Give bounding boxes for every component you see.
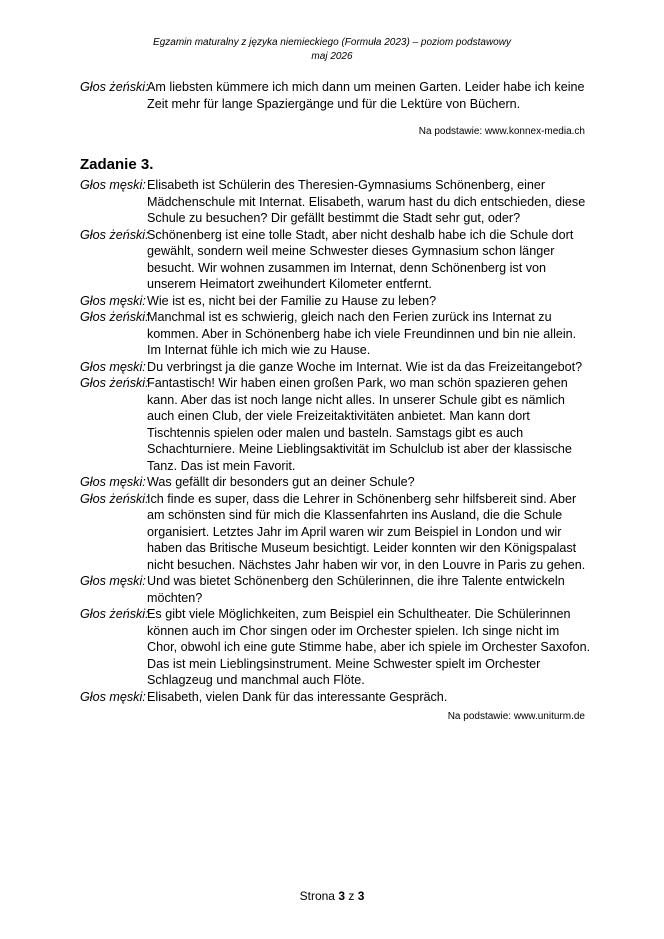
speech-text	[147, 79, 600, 112]
dialog-turn	[80, 309, 600, 359]
dialog-turn	[80, 227, 600, 293]
speech-line: gewählt, sondern weil meine Schwester dieses Gymnasium schon länger	[147, 244, 555, 258]
footer-prefix: Strona	[299, 889, 339, 903]
speech-line: Wie ist es, nicht bei der Familie zu Hause zu leben?	[147, 293, 437, 308]
speech-line: nicht besuchen. Nächstes Jahr haben wir vor, in den Louvre in Paris zu gehen.	[147, 557, 586, 572]
speaker-label: Głos męski:	[80, 359, 146, 374]
speech-text	[147, 375, 600, 474]
speech-line: auch einen Club, der viele Freizeitaktivitäten anbietet. Man kann dort	[147, 409, 530, 423]
header-exam-title: Egzamin maturalny z języka niemieckiego (Formuła 2023) – poziom podstawowy	[153, 37, 511, 48]
speech-line: Fantastisch! Wir haben einen großen Park, wo man schön spazieren gehen	[147, 376, 568, 390]
speech-line: Das ist mein Lieblingsinstrument. Meine Schwester spielt im Orchester	[147, 656, 541, 671]
speech-text	[147, 227, 600, 293]
header-date: maj 2026	[311, 51, 353, 62]
speech-text	[147, 309, 600, 359]
speech-line: besucht. Wir wohnen zusammen im Internat, denn Schönenberg ist von	[147, 260, 547, 275]
speaker-label: Głos męski:	[80, 475, 146, 489]
speech-text	[147, 689, 600, 706]
dialog-turn	[80, 689, 600, 706]
speech-line: möchten?	[147, 590, 203, 605]
speech-line: Schule zu besuchen? Dir gefällt bestimmt die Stadt sehr gut, oder?	[147, 211, 521, 225]
speech-text	[147, 606, 600, 689]
speaker-label: Głos żeński:	[80, 376, 149, 390]
speech-line: können auch im Chor singen oder im Orchester spielen. Ich singe nicht im	[147, 623, 560, 638]
source-citation: Na podstawie: www.konnex-media.ch	[418, 126, 585, 137]
dialog-turn	[80, 293, 600, 310]
dialog-turn	[80, 359, 600, 376]
speech-text	[147, 359, 600, 376]
task-title: Zadanie 3.	[80, 156, 154, 173]
speaker-label: Głos męski:	[80, 689, 146, 704]
dialog-turn	[80, 375, 600, 474]
speech-text	[147, 177, 600, 227]
speech-line: Du verbringst ja die ganze Woche im Internat. Wie ist da das Freizeitangebot?	[147, 359, 583, 374]
speech-line: Ich finde es super, dass die Lehrer in Schönenberg sehr hilfsbereit sind. Aber	[147, 491, 577, 506]
speech-line: Schönenberg ist eine tolle Stadt, aber nicht deshalb habe ich die Schule dort	[147, 227, 574, 242]
speech-line: Was gefällt dir besonders gut an deiner Schule?	[147, 475, 415, 489]
speech-line: Und was bietet Schönenberg den Schülerinnen, die ihre Talente entwickeln	[147, 574, 565, 588]
speaker-label: Głos żeński:	[80, 227, 149, 242]
dialog-turn	[80, 177, 600, 227]
speech-line: am schönsten sind für mich die Klassenfahrten ins Ausland, die die Schule	[147, 508, 563, 522]
speech-line: kommen. Aber in Schönenberg habe ich viele Freundinnen und bin nie allein.	[147, 326, 577, 341]
speech-line: Tischtennis spielen oder malen und basteln. Samstags gibt es auch	[147, 425, 524, 440]
speech-line: Im Internat fühle ich mich wie zu Hause.	[147, 343, 371, 357]
speech-line: Schlagzeug und manchmal auch Flöte.	[147, 673, 365, 687]
speech-text	[147, 491, 600, 574]
dialog-transcript	[80, 177, 600, 705]
speech-text	[147, 573, 600, 606]
speech-line: Elisabeth, vielen Dank für das interessante Gespräch.	[147, 689, 448, 704]
footer-current-page: 3	[338, 889, 346, 903]
speech-line: Mädchenschule mit Internat. Elisabeth, warum hast du dich entschieden, diese	[147, 194, 586, 209]
speaker-label: Głos męski:	[80, 178, 146, 192]
speaker-label: Głos żeński:	[80, 310, 149, 324]
speech-line: organisiert. Letztes Jahr im April waren wir zum Beispiel in London und wir	[147, 524, 562, 539]
dialog-turn	[80, 79, 600, 112]
speech-line: Am liebsten kümmere ich mich dann um meinen Garten. Leider habe ich keine	[147, 80, 585, 94]
speech-text	[147, 293, 600, 310]
speaker-label: Głos męski:	[80, 293, 146, 308]
dialog-turn	[80, 573, 600, 606]
speech-line: kann. Aber das ist noch lange nicht alles. In unserer Schule gibt es nämlich	[147, 392, 565, 407]
speaker-label: Głos żeński:	[80, 607, 149, 621]
footer-separator: z	[345, 889, 358, 903]
speech-line: Chor, obwohl ich eine gute Stimme habe, aber ich spiele im Orchester Saxofon.	[147, 640, 591, 654]
speech-line: Zeit mehr für lange Spaziergänge und für die Lektüre von Büchern.	[147, 96, 521, 111]
speech-text	[147, 474, 600, 491]
page-header	[0, 36, 664, 64]
speech-line: Elisabeth ist Schülerin des Theresien-Gymnasiums Schönenberg, einer	[147, 178, 546, 192]
speech-line: Es gibt viele Möglichkeiten, zum Beispiel ein Schultheater. Die Schülerinnen	[147, 607, 571, 621]
dialog-turn	[80, 491, 600, 574]
speaker-label: Głos męski:	[80, 574, 146, 588]
page-footer	[0, 889, 664, 903]
speech-line: Tanz. Das ist mein Favorit.	[147, 458, 296, 473]
dialog-turn	[80, 606, 600, 689]
speaker-label: Głos żeński:	[80, 80, 149, 94]
speech-line: Schachturniere. Meine Lieblingsaktivität im Schulclub ist aber der klassische	[147, 442, 572, 456]
speaker-label: Głos żeński:	[80, 491, 149, 506]
speech-line: Manchmal ist es schwierig, gleich nach den Ferien zurück ins Internat zu	[147, 310, 552, 324]
speech-line: unserem Heimatort zweihundert Kilometer entfernt.	[147, 277, 432, 291]
dialog-turn	[80, 474, 600, 491]
footer-total-pages: 3	[357, 889, 365, 903]
dialog-continuation	[80, 79, 600, 112]
source-citation: Na podstawie: www.uniturm.de	[447, 711, 585, 722]
speech-line: haben das Britische Museum besichtigt. Leider konnten wir den Königspalast	[147, 541, 577, 555]
